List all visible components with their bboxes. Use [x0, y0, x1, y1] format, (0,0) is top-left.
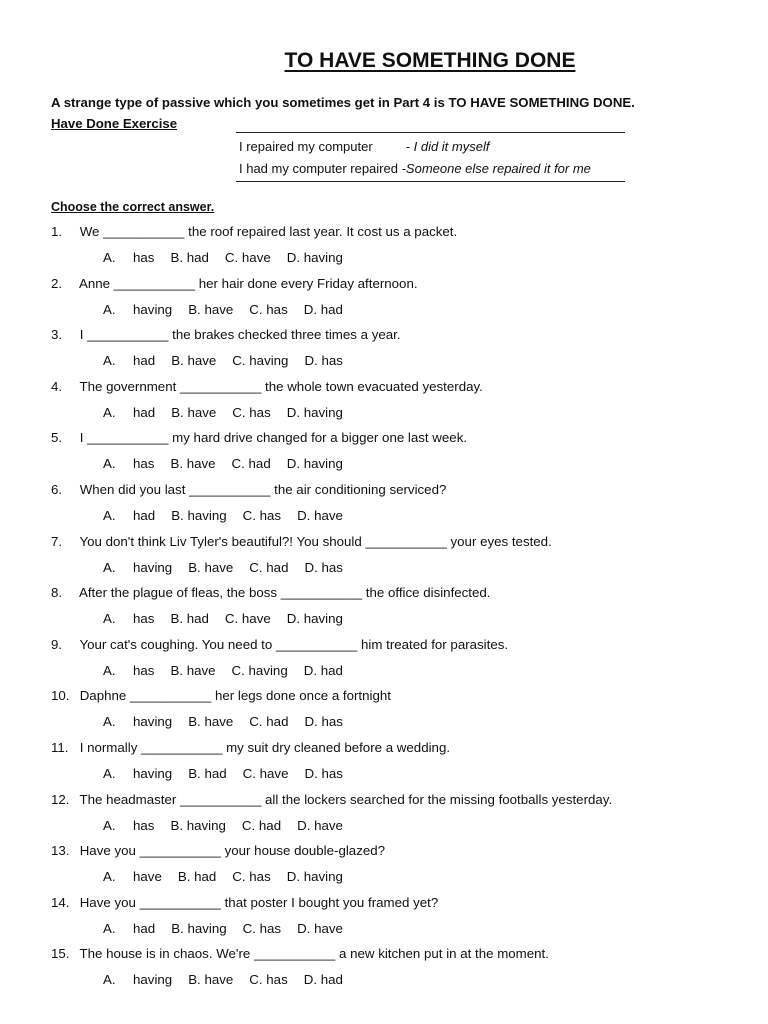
option-c[interactable]: C. have — [224, 250, 271, 265]
option-b[interactable]: B. have — [171, 353, 217, 369]
option-text: has — [133, 250, 155, 265]
option-text: having — [133, 559, 173, 575]
question-line — [51, 792, 612, 807]
question-text: Daphne ___________ her legs done once a fortnight — [79, 688, 391, 704]
option-b[interactable]: B. having — [171, 920, 227, 936]
example-line-2 — [239, 161, 591, 176]
option-b[interactable]: B. had — [177, 869, 217, 885]
option-letter: A. — [103, 972, 116, 988]
option-a[interactable] — [103, 405, 155, 420]
option-c[interactable]: C. had — [249, 714, 289, 730]
option-text: has — [133, 456, 155, 472]
option-letter: A. — [103, 559, 116, 575]
example-box — [236, 132, 625, 182]
option-b[interactable]: B. have — [170, 662, 216, 678]
option-letter: A. — [103, 508, 116, 523]
question-text: I normally ___________ my suit dry cleaned before a wedding. — [79, 740, 451, 755]
question-number: 7. — [51, 533, 63, 549]
question-item — [0, 482, 768, 534]
answer-options — [103, 869, 359, 884]
option-text: having — [133, 301, 173, 317]
option-d[interactable]: D. has — [304, 353, 343, 369]
question-number: 15. — [51, 946, 70, 962]
option-letter: A. — [103, 353, 116, 369]
option-c[interactable]: C. had — [249, 559, 289, 575]
question-text: The house is in chaos. We're ___________ a new kitchen put in at the moment. — [79, 946, 549, 962]
option-c[interactable]: C. has — [249, 301, 288, 317]
option-a[interactable] — [103, 818, 154, 833]
answer-options — [103, 818, 359, 833]
question-item — [0, 843, 768, 895]
option-text: has — [133, 662, 155, 678]
option-c[interactable]: C. has — [232, 869, 271, 885]
option-d[interactable]: D. has — [304, 559, 343, 575]
question-line — [51, 327, 401, 342]
question-number: 2. — [51, 275, 63, 291]
example-note: - I did it myself — [405, 139, 490, 154]
option-d[interactable]: D. had — [303, 662, 343, 678]
option-d[interactable]: D. have — [297, 817, 343, 833]
option-letter: A. — [103, 920, 116, 936]
question-line — [51, 379, 483, 394]
option-d[interactable]: D. had — [303, 972, 343, 988]
option-text: having — [133, 972, 173, 988]
option-text: having — [133, 714, 173, 730]
question-item — [0, 585, 768, 637]
question-item — [0, 430, 768, 482]
option-letter: A. — [103, 714, 116, 730]
option-d[interactable]: D. having — [286, 611, 343, 627]
option-a[interactable] — [103, 250, 154, 265]
question-number: 10. — [51, 688, 70, 704]
option-d[interactable]: D. having — [286, 869, 343, 885]
question-line — [51, 534, 552, 549]
option-letter: A. — [103, 404, 116, 420]
option-b[interactable]: B. have — [188, 559, 234, 575]
option-letter: A. — [103, 817, 116, 833]
question-text: Anne ___________ her hair done every Friday afternoon. — [78, 275, 418, 291]
option-b[interactable]: B. had — [170, 250, 209, 265]
option-b[interactable]: B. have — [188, 714, 234, 730]
question-number: 14. — [51, 894, 70, 910]
answer-options — [103, 353, 359, 368]
option-a[interactable] — [103, 611, 154, 626]
question-line — [51, 276, 418, 291]
question-item — [0, 946, 768, 998]
option-text: had — [133, 404, 156, 420]
question-line — [51, 224, 457, 239]
option-text: had — [133, 508, 156, 523]
exercise-title: Have Done Exercise — [51, 116, 178, 131]
option-c[interactable]: C. having — [232, 353, 289, 369]
question-number: 6. — [51, 482, 63, 497]
answer-options — [103, 611, 359, 626]
question-line — [51, 740, 450, 755]
option-c[interactable]: C. had — [241, 817, 282, 833]
question-line — [51, 637, 508, 652]
question-number: 11. — [51, 740, 69, 755]
intro-text: A strange type of passive which you sometimes get in Part 4 is TO HAVE SOMETHING DONE. — [51, 95, 635, 110]
option-d[interactable]: D. having — [286, 250, 343, 265]
question-number: 1. — [51, 224, 63, 239]
option-a[interactable] — [103, 766, 172, 781]
option-a[interactable] — [103, 302, 172, 317]
option-text: has — [133, 817, 155, 833]
answer-options — [103, 508, 359, 523]
answer-options — [103, 766, 359, 781]
instruction: Choose the correct answer. — [51, 200, 215, 214]
question-line — [51, 895, 438, 910]
question-number: 8. — [51, 585, 63, 601]
option-a[interactable] — [103, 869, 162, 884]
option-a[interactable] — [103, 353, 155, 368]
question-line — [51, 946, 549, 961]
option-d[interactable]: D. has — [304, 766, 343, 781]
question-text: Your cat's coughing. You need to ___________ him treated for parasites. — [79, 636, 509, 652]
option-a[interactable] — [103, 560, 172, 575]
page-title: TO HAVE SOMETHING DONE — [284, 49, 576, 72]
question-number: 3. — [51, 327, 63, 343]
option-a[interactable] — [103, 663, 154, 678]
question-line — [51, 482, 446, 497]
option-text: had — [133, 920, 156, 936]
question-item — [0, 534, 768, 586]
option-b[interactable]: B. have — [188, 301, 234, 317]
question-item — [0, 792, 768, 844]
question-text: When did you last ___________ the air conditioning serviced? — [79, 482, 447, 497]
question-number: 5. — [51, 430, 63, 446]
question-item — [0, 740, 768, 792]
option-text: has — [133, 611, 155, 627]
question-text: The government ___________ the whole town evacuated yesterday. — [79, 378, 483, 394]
option-letter: A. — [103, 456, 116, 472]
option-c[interactable]: C. having — [231, 662, 288, 678]
question-line — [51, 843, 385, 858]
question-item — [0, 379, 768, 431]
answer-options — [103, 663, 359, 678]
question-line — [51, 430, 467, 445]
option-b[interactable]: B. having — [171, 508, 227, 523]
option-text: had — [133, 353, 156, 369]
option-b[interactable]: B. have — [171, 404, 217, 420]
example-line-1 — [239, 139, 489, 154]
question-number: 12. — [51, 791, 70, 807]
question-item — [0, 327, 768, 379]
question-item — [0, 224, 768, 276]
option-a[interactable] — [103, 714, 172, 729]
option-d[interactable]: D. having — [286, 456, 343, 472]
example-note: -Someone else repaired it for me — [401, 161, 591, 176]
option-d[interactable]: D. had — [303, 301, 343, 317]
option-letter: A. — [103, 662, 116, 678]
example-sentence: I repaired my computer — [239, 139, 373, 154]
question-number: 4. — [51, 378, 63, 394]
option-b[interactable]: B. had — [170, 611, 209, 627]
question-text: I ___________ the brakes checked three times a year. — [79, 327, 401, 343]
option-d[interactable]: D. have — [297, 508, 343, 523]
answer-options — [103, 921, 359, 936]
option-c[interactable]: C. has — [249, 972, 288, 988]
answer-options — [103, 302, 359, 317]
option-a[interactable] — [103, 456, 154, 471]
question-text: The headmaster ___________ all the lockers searched for the missing footballs yesterday. — [79, 791, 613, 807]
option-a[interactable] — [103, 921, 155, 936]
option-c[interactable]: C. has — [232, 404, 271, 420]
option-c[interactable]: C. have — [242, 766, 289, 781]
question-item — [0, 276, 768, 328]
option-letter: A. — [103, 766, 116, 781]
answer-options — [103, 714, 359, 729]
question-number: 13. — [51, 843, 70, 859]
option-letter: A. — [103, 301, 116, 317]
question-number: 9. — [51, 636, 63, 652]
option-d[interactable]: D. has — [304, 714, 343, 730]
option-a[interactable] — [103, 508, 155, 523]
question-line — [51, 585, 490, 600]
answer-options — [103, 560, 359, 575]
option-d[interactable]: D. having — [286, 404, 343, 420]
question-item — [0, 637, 768, 689]
option-c[interactable]: C. have — [224, 611, 271, 627]
question-text: After the plague of fleas, the boss ___________ the office disinfected. — [78, 585, 491, 601]
option-c[interactable]: C. has — [242, 508, 282, 523]
question-text: I ___________ my hard drive changed for a bigger one last week. — [79, 430, 468, 446]
option-d[interactable]: D. have — [297, 920, 343, 936]
option-text: having — [133, 766, 173, 781]
question-text: Have you ___________ that poster I bought you framed yet? — [79, 894, 439, 910]
option-text: have — [133, 869, 162, 885]
option-letter: A. — [103, 611, 116, 627]
option-b[interactable]: B. have — [170, 456, 216, 472]
question-text: We ___________ the roof repaired last year. It cost us a packet. — [79, 224, 458, 239]
example-sentence: I had my computer repaired — [239, 161, 398, 176]
answer-options — [103, 972, 359, 987]
answer-options — [103, 250, 359, 265]
option-c[interactable]: C. has — [242, 920, 282, 936]
option-letter: A. — [103, 250, 116, 265]
answer-options — [103, 405, 359, 420]
question-item — [0, 688, 768, 740]
option-b[interactable]: B. had — [188, 766, 227, 781]
option-c[interactable]: C. had — [231, 456, 271, 472]
option-letter: A. — [103, 869, 116, 885]
question-text: You don't think Liv Tyler's beautiful?! You should ___________ your eyes tested. — [79, 533, 552, 549]
question-item — [0, 895, 768, 947]
option-b[interactable]: B. having — [170, 817, 226, 833]
question-text: Have you ___________ your house double-glazed? — [79, 843, 386, 859]
option-a[interactable] — [103, 972, 172, 987]
answer-options — [103, 456, 359, 471]
question-line — [51, 688, 391, 703]
option-b[interactable]: B. have — [188, 972, 234, 988]
